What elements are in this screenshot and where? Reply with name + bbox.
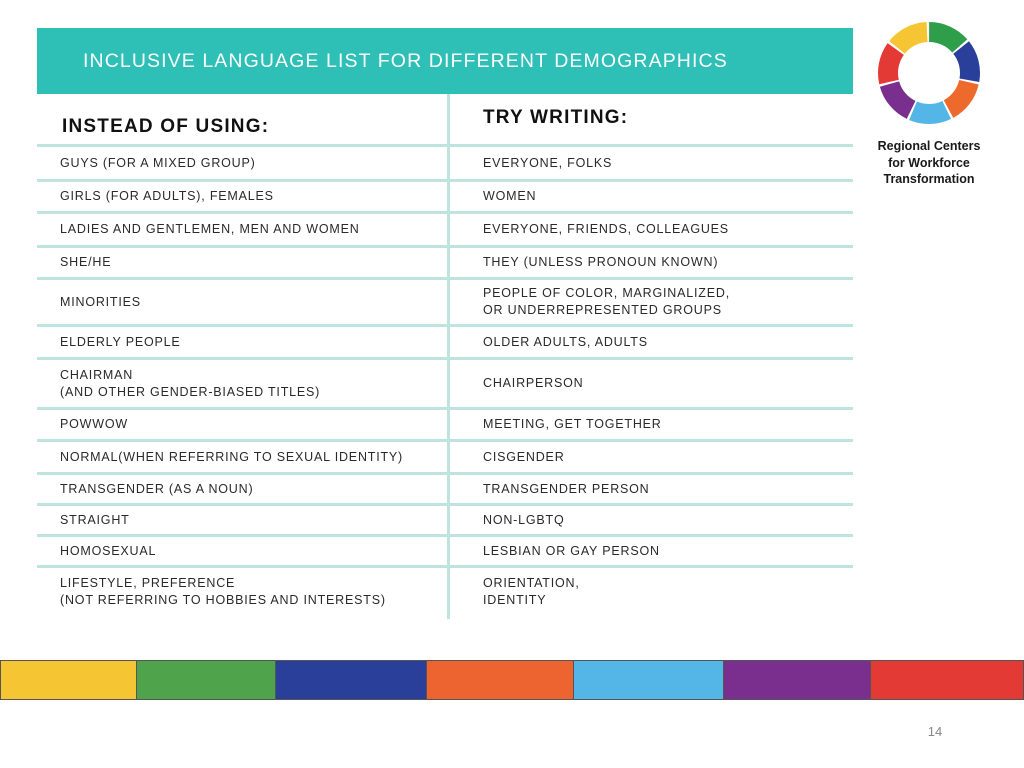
try-writing-term: CISGENDER <box>483 449 565 464</box>
try-writing-term: EVERYONE, FOLKS <box>483 155 613 170</box>
logo-ring-icon <box>876 20 982 126</box>
try-writing-term: TRANSGENDER PERSON <box>483 481 650 496</box>
color-bar-segment <box>871 661 1023 699</box>
instead-of-term: SHE/HE <box>60 255 112 269</box>
page-number: 14 <box>927 724 943 739</box>
instead-of-term: POWWOW <box>60 417 128 431</box>
table-row <box>37 324 853 357</box>
table-row <box>37 277 853 324</box>
table-row <box>37 357 853 407</box>
color-bar-segment <box>137 661 277 699</box>
color-bar-segment <box>1 661 137 699</box>
instead-of-term: ELDERLY PEOPLE <box>60 334 181 349</box>
instead-of-term: STRAIGHT <box>60 512 130 527</box>
page-title: INCLUSIVE LANGUAGE LIST FOR DIFFERENT DEMOGRAPHICS <box>83 49 728 72</box>
logo-text: Regional Centers for Workforce Transformation <box>877 139 981 186</box>
color-bar-segment <box>427 661 574 699</box>
instead-of-term: MINORITIES <box>60 294 141 309</box>
instead-of-term: HOMOSEXUAL <box>60 543 157 558</box>
table-body <box>37 144 853 615</box>
header-instead-of-using: INSTEAD OF USING: <box>62 116 270 137</box>
try-writing-term: PEOPLE OF COLOR, MARGINALIZED, OR UNDERREPRESENTED GROUPS <box>483 286 730 317</box>
table-row <box>37 407 853 439</box>
instead-of-term: CHAIRMAN (AND OTHER GENDER-BIASED TITLES) <box>60 367 321 399</box>
table-row <box>37 534 853 565</box>
logo-ring-segment <box>944 80 979 118</box>
try-writing-term: OLDER ADULTS, ADULTS <box>483 334 648 349</box>
color-bar-segment <box>724 661 872 699</box>
try-writing-term: LESBIAN OR GAY PERSON <box>483 543 660 558</box>
instead-of-term: TRANSGENDER (AS A NOUN) <box>60 481 254 496</box>
table-row <box>37 503 853 534</box>
table-row <box>37 211 853 245</box>
try-writing-term: WOMEN <box>483 189 537 203</box>
try-writing-term: CHAIRPERSON <box>483 376 584 390</box>
color-bar-segment <box>276 661 427 699</box>
try-writing-term: MEETING, GET TOGETHER <box>483 417 662 431</box>
table-row <box>37 144 853 179</box>
logo-ring-segment <box>880 81 916 119</box>
try-writing-term: NON-LGBTQ <box>483 512 565 527</box>
instead-of-term: NORMAL(WHEN REFERRING TO SEXUAL IDENTITY) <box>60 449 404 464</box>
instead-of-term: GUYS (FOR A MIXED GROUP) <box>60 155 256 170</box>
inclusive-language-table <box>37 94 853 615</box>
instead-of-term: GIRLS (FOR ADULTS), FEMALES <box>60 189 274 203</box>
instead-of-term: LADIES AND GENTLEMEN, MEN AND WOMEN <box>60 222 360 236</box>
logo-ring-segment <box>909 101 951 124</box>
color-bar <box>0 660 1024 700</box>
title-banner <box>37 28 853 94</box>
try-writing-term: ORIENTATION, IDENTITY <box>483 575 580 607</box>
try-writing-term: THEY (UNLESS PRONOUN KNOWN) <box>483 255 719 269</box>
instead-of-term: LIFESTYLE, PREFERENCE (NOT REFERRING TO HOBBIES AND INTERESTS) <box>60 575 386 607</box>
logo <box>870 20 988 188</box>
table-header <box>37 94 853 144</box>
color-bar-segment <box>574 661 724 699</box>
table-row <box>37 439 853 472</box>
table-row <box>37 472 853 503</box>
table-row <box>37 245 853 277</box>
table-row <box>37 565 853 615</box>
try-writing-term: EVERYONE, FRIENDS, COLLEAGUES <box>483 222 729 236</box>
table-row <box>37 179 853 211</box>
header-try-writing: TRY WRITING: <box>483 107 629 128</box>
